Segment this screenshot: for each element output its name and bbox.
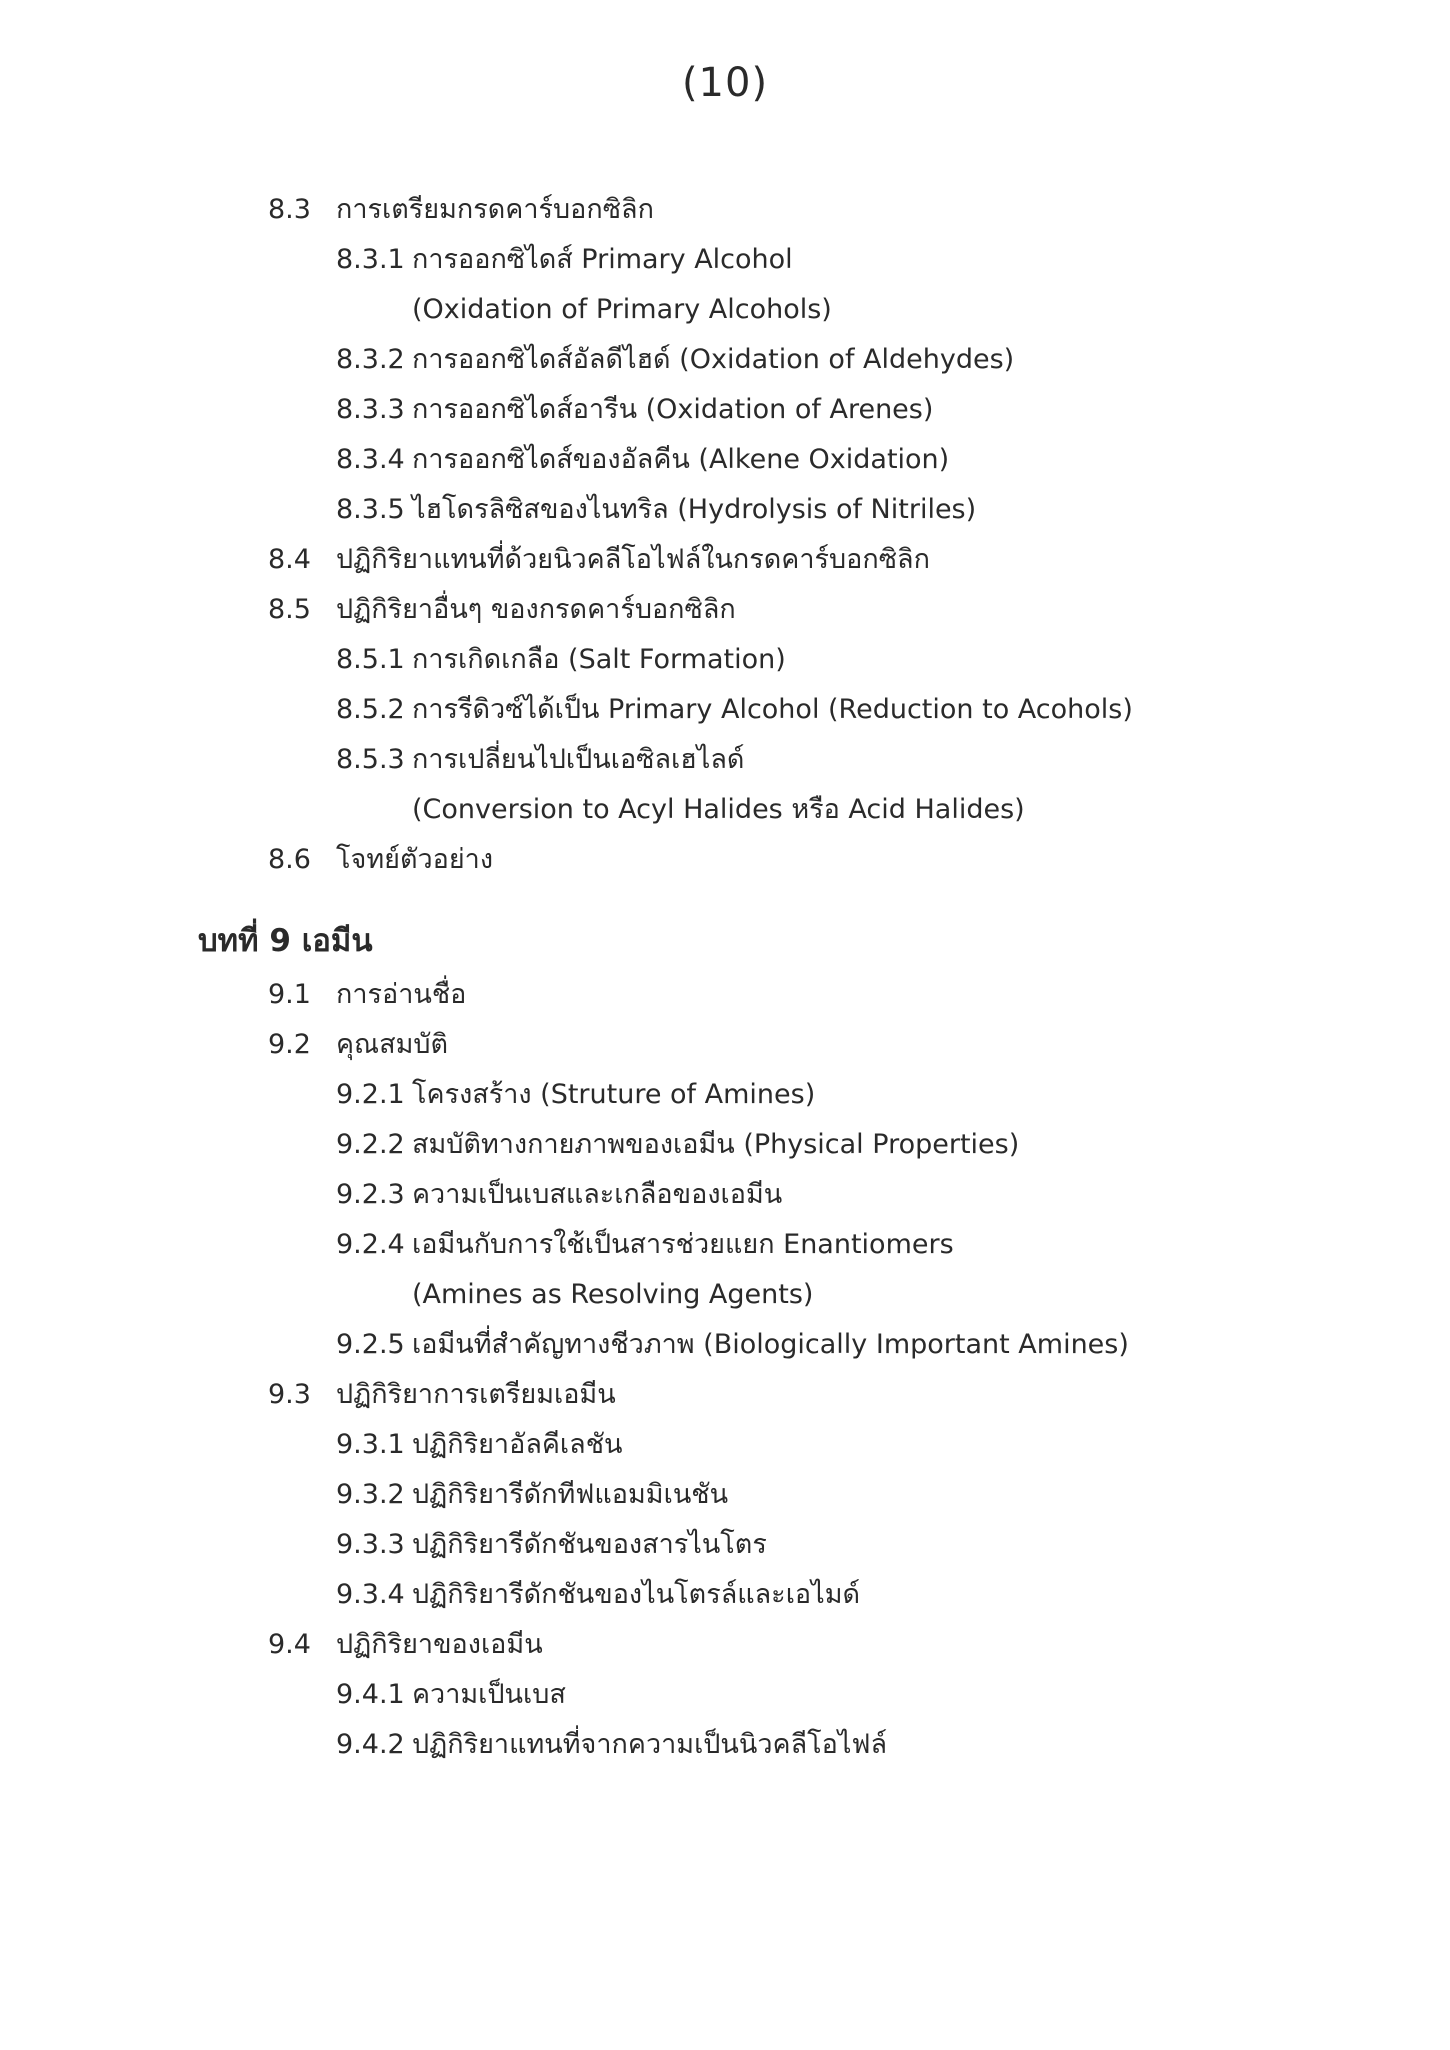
toc-entry-title: ปฏิกิริยารีดักชันของไนโตรล์และเอไมด์ [412,1579,861,1610]
toc-entry-title: ปฏิกิริยาแทนที่จากความเป็นนิวคลีโอไฟล์ [412,1729,888,1760]
toc-entry-number: 8.5.3 [336,744,405,775]
toc-entry-title: เอมีนที่สำคัญทางชีวภาพ (Biologically Important Amines) [412,1329,1129,1360]
toc-entry-number: 9.2.1 [336,1079,405,1110]
toc-entry-title: ปฏิกิริยาอัลคีเลชัน [412,1429,623,1460]
toc-entry-title: การรีดิวซ์ได้เป็น Primary Alcohol (Reduction to Acohols) [412,694,1133,725]
toc-entry-number: 9.3.4 [336,1579,405,1610]
toc-entry-title: คุณสมบัติ [336,1029,449,1060]
toc-entry-title: (Oxidation of Primary Alcohols) [412,294,832,325]
toc-entry-title: การออกซิไดส์อัลดีไฮด์ (Oxidation of Aldehydes) [412,344,1015,375]
toc-entry-number: 9.2.2 [336,1129,405,1160]
toc-entry-number: 9.4 [268,1629,311,1660]
toc-entry-title: สมบัติทางกายภาพของเอมีน (Physical Properties) [412,1129,1020,1160]
toc-entry-number: 8.3.3 [336,394,405,425]
toc-entry-title: การเกิดเกลือ (Salt Formation) [412,644,786,675]
toc-entry-number: 9.1 [268,979,311,1010]
toc-entry-number: 8.3.2 [336,344,405,375]
toc-entry-title: ความเป็นเบส [412,1679,566,1710]
toc-entry-number: 8.3.1 [336,244,405,275]
toc-entry-number: 9.3.2 [336,1479,405,1510]
toc-entry-title: ปฏิกิริยารีดักทีฟแอมมิเนชัน [412,1479,729,1510]
chapter-title: บทที่ 9 เอมีน [198,923,373,959]
toc-entry-title: เอมีนกับการใช้เป็นสารช่วยแยก Enantiomers [412,1229,954,1260]
toc-entry-number: 8.5.2 [336,694,405,725]
toc-entry-title: โครงสร้าง (Struture of Amines) [412,1079,816,1110]
toc-entry-title: การออกซิไดส์ของอัลคีน (Alkene Oxidation) [412,444,950,475]
toc-entry-number: 9.2.3 [336,1179,405,1210]
toc-entry-title: ความเป็นเบสและเกลือของเอมีน [412,1179,783,1210]
toc-entry-title: ไฮโดรลิซิสของไนทริล (Hydrolysis of Nitriles) [412,494,977,525]
toc-entry-number: 9.3 [268,1379,311,1410]
toc-entry-title: การเปลี่ยนไปเป็นเอซิลเฮไลด์ [412,744,745,775]
toc-entry-title: (Conversion to Acyl Halides หรือ Acid Halides) [412,794,1025,825]
toc-entry-number: 9.3.3 [336,1529,405,1560]
toc-entry-title: ปฏิกิริยาแทนที่ด้วยนิวคลีโอไฟล์ในกรดคาร์บอกซิลิก [336,544,930,575]
toc-entry-title: ปฏิกิริยารีดักชันของสารไนโตร [412,1529,767,1560]
toc-entry-number: 8.5 [268,594,311,625]
toc-entry-title: การเตรียมกรดคาร์บอกซิลิก [336,194,654,225]
toc-entry-title: (Amines as Resolving Agents) [412,1279,814,1310]
toc-entry-number: 8.4 [268,544,311,575]
toc-entry-number: 8.3.5 [336,494,405,525]
toc-entry-number: 9.3.1 [336,1429,405,1460]
toc-entry-number: 9.2 [268,1029,311,1060]
toc-entry-number: 8.3.4 [336,444,405,475]
toc-entry-number: 9.2.5 [336,1329,405,1360]
toc-entry-number: 8.5.1 [336,644,405,675]
page-number: (10) [681,60,769,106]
toc-entry-title: ปฏิกิริยาอื่นๆ ของกรดคาร์บอกซิลิก [336,594,736,625]
toc-entry-number: 9.4.2 [336,1729,405,1760]
toc-entry-number: 9.4.1 [336,1679,405,1710]
toc-entry-number: 9.2.4 [336,1229,405,1260]
toc-entry-title: ปฏิกิริยาการเตรียมเอมีน [336,1379,616,1410]
toc-entry-number: 8.3 [268,194,311,225]
toc-entry-title: โจทย์ตัวอย่าง [336,844,494,875]
toc-entry-title: ปฏิกิริยาของเอมีน [336,1629,543,1660]
toc-entry-title: การออกซิไดส์ Primary Alcohol [412,244,793,275]
toc-entry-title: การออกซิไดส์อารีน (Oxidation of Arenes) [412,394,934,425]
toc-entry-title: การอ่านชื่อ [336,979,467,1010]
toc-entry-number: 8.6 [268,844,311,875]
